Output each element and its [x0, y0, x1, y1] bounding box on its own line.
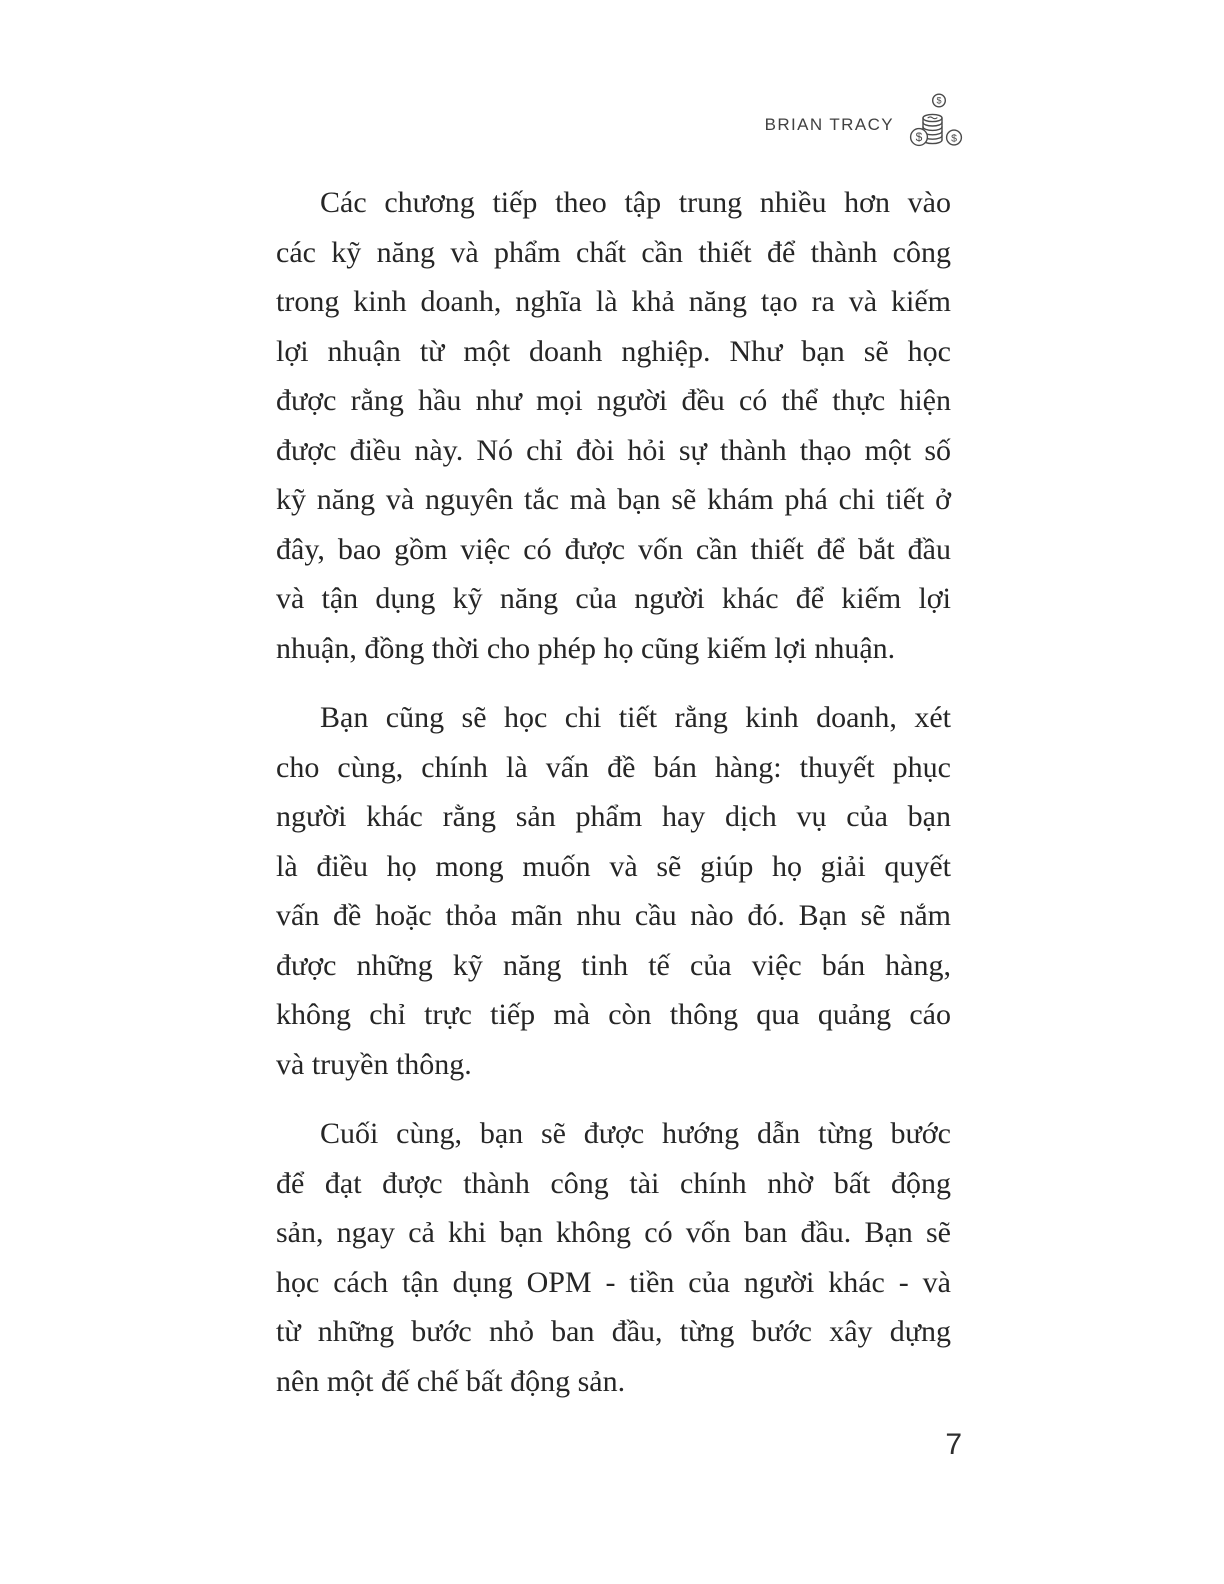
- text-line: Bạn cũng sẽ học chi tiết rằng kinh doanh, xét: [320, 701, 951, 734]
- page-header: [276, 90, 968, 154]
- text-line: Cuối cùng, bạn sẽ được hướng dẫn từng bước: [320, 1117, 951, 1150]
- text-line: và tận dụng kỹ năng của người khác để kiếm lợi: [276, 582, 951, 615]
- dollar-symbol: $: [915, 130, 923, 145]
- text-line: và truyền thông.: [276, 1047, 472, 1081]
- text-line: không chỉ trực tiếp mà còn thông qua quảng cáo: [276, 998, 951, 1031]
- text-line: từ những bước nhỏ ban đầu, từng bước xây dựng: [276, 1315, 951, 1348]
- text-line: kỹ năng và nguyên tắc mà bạn sẽ khám phá chi tiết ở: [276, 483, 951, 516]
- paragraph: [276, 693, 951, 1089]
- dollar-symbol: $: [936, 95, 942, 106]
- text-line: nên một đế chế bất động sản.: [276, 1364, 626, 1398]
- coin-stack-icon: [904, 91, 968, 153]
- text-line: vấn đề hoặc thỏa mãn nhu cầu nào đó. Bạn sẽ nắm: [276, 899, 951, 932]
- text-line: được rằng hầu như mọi người đều có thể thực hiện: [276, 384, 951, 417]
- text-line: cho cùng, chính là vấn đề bán hàng: thuyết phục: [276, 750, 951, 784]
- text-line: người khác rằng sản phẩm hay dịch vụ của bạn: [276, 800, 951, 833]
- dollar-coin-top: [933, 94, 946, 107]
- page-number: 7: [945, 1428, 962, 1461]
- author-name: BRIAN TRACY: [764, 115, 894, 134]
- text-line: các kỹ năng và phẩm chất cần thiết để thành công: [276, 235, 951, 269]
- body-text: [276, 178, 951, 1426]
- dollar-coin-left: [911, 129, 928, 146]
- text-line: sản, ngay cả khi bạn không có vốn ban đầu. Bạn sẽ: [276, 1216, 951, 1249]
- paragraph: [276, 178, 951, 673]
- text-line: là điều họ mong muốn và sẽ giúp họ giải quyết: [276, 849, 951, 883]
- dollar-symbol: $: [951, 132, 957, 145]
- text-line: học cách tận dụng OPM - tiền của người khác - và: [276, 1265, 951, 1299]
- text-line: đây, bao gồm việc có được vốn cần thiết để bắt đầu: [276, 532, 951, 566]
- text-line: để đạt được thành công tài chính nhờ bất động: [276, 1166, 951, 1200]
- text-line: nhuận, đồng thời cho phép họ cũng kiếm lợi nhuận.: [276, 631, 896, 665]
- dollar-coin-right: [947, 130, 962, 145]
- text-line: được những kỹ năng tinh tế của việc bán hàng,: [276, 948, 951, 982]
- text-line: lợi nhuận từ một doanh nghiệp. Như bạn sẽ học: [276, 334, 951, 368]
- text-line: Các chương tiếp theo tập trung nhiều hơn vào: [320, 186, 951, 219]
- paragraph: [276, 1109, 951, 1406]
- text-line: được điều này. Nó chỉ đòi hỏi sự thành thạo một số: [276, 433, 951, 467]
- text-line: trong kinh doanh, nghĩa là khả năng tạo ra và kiếm: [276, 285, 951, 318]
